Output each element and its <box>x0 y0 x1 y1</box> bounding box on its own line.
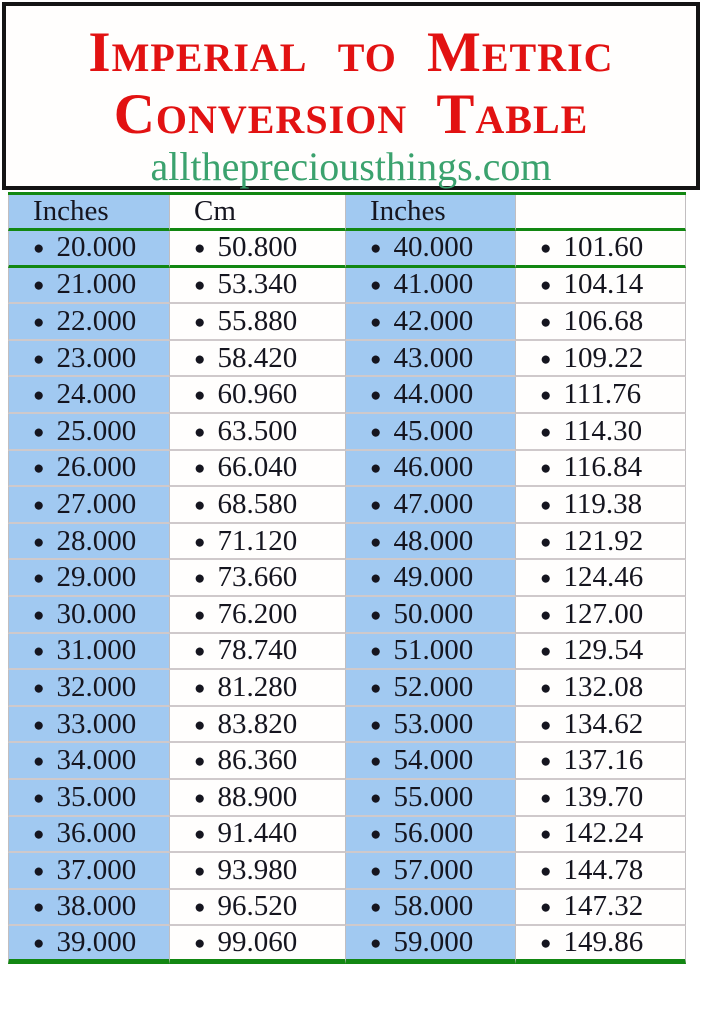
cell-value: 24.000 <box>56 378 137 411</box>
cell-value: 73.660 <box>217 561 298 594</box>
bullet-icon: ● <box>33 275 45 297</box>
cell-value: 59.000 <box>393 926 474 959</box>
cell-value: 114.30 <box>563 414 643 447</box>
cell-value: 88.900 <box>217 780 298 813</box>
cell-value: 52.000 <box>393 670 474 703</box>
cell-inches-left <box>8 707 170 744</box>
cell-value: 53.000 <box>393 707 474 740</box>
page-title-line-1: Imperial to Metric <box>88 21 614 84</box>
bullet-icon: ● <box>540 714 552 736</box>
cell-value: 28.000 <box>56 524 137 557</box>
bullet-icon: ● <box>194 714 206 736</box>
cell-inches-right <box>346 817 516 854</box>
cell-value: 127.00 <box>563 597 644 630</box>
conversion-table <box>8 192 686 964</box>
bullet-icon: ● <box>33 677 45 699</box>
cell-value: 23.000 <box>56 341 137 374</box>
table-row <box>8 414 686 451</box>
cell-value: 76.200 <box>217 597 298 630</box>
bullet-icon: ● <box>33 751 45 773</box>
cell-value: 32.000 <box>56 670 137 703</box>
cell-cm-left <box>170 780 346 817</box>
cell-value: 57.000 <box>393 853 474 886</box>
bullet-icon: ● <box>540 311 552 333</box>
table-row <box>8 780 686 817</box>
cell-cm-left <box>170 743 346 780</box>
cell-value: 111.76 <box>563 378 642 411</box>
bullet-icon: ● <box>370 860 382 882</box>
cell-inches-left <box>8 524 170 561</box>
cell-inches-right <box>346 341 516 378</box>
bullet-icon: ● <box>370 751 382 773</box>
bullet-icon: ● <box>33 238 45 260</box>
cell-value: 31.000 <box>56 634 137 667</box>
table-row <box>8 597 686 634</box>
cell-value: 63.500 <box>217 414 298 447</box>
table-row <box>8 304 686 341</box>
cell-value: 147.32 <box>563 890 644 923</box>
cell-inches-right <box>346 707 516 744</box>
cell-cm-left <box>170 524 346 561</box>
cell-cm-right <box>516 268 686 305</box>
cell-cm-left <box>170 231 346 268</box>
bullet-icon: ● <box>33 897 45 919</box>
cell-value: 142.24 <box>563 817 644 850</box>
cell-value: 53.340 <box>217 268 298 301</box>
bullet-icon: ● <box>540 751 552 773</box>
cell-inches-left <box>8 597 170 634</box>
bullet-icon: ● <box>370 604 382 626</box>
cell-value: 42.000 <box>393 304 474 337</box>
table-row <box>8 341 686 378</box>
bullet-icon: ● <box>33 641 45 663</box>
cell-cm-right <box>516 780 686 817</box>
cell-value: 25.000 <box>56 414 137 447</box>
cell-value: 35.000 <box>56 780 137 813</box>
cell-inches-right <box>346 560 516 597</box>
table-row <box>8 268 686 305</box>
cell-inches-left <box>8 560 170 597</box>
bullet-icon: ● <box>370 275 382 297</box>
cell-inches-right <box>346 853 516 890</box>
bullet-icon: ● <box>33 385 45 407</box>
cell-inches-left <box>8 817 170 854</box>
cell-value: 132.08 <box>563 670 644 703</box>
cell-inches-right <box>346 926 516 964</box>
cell-value: 21.000 <box>56 268 137 301</box>
table-body <box>8 231 686 964</box>
cell-value: 27.000 <box>56 487 137 520</box>
table-row <box>8 451 686 488</box>
cell-value: 66.040 <box>217 451 298 484</box>
cell-value: 99.060 <box>217 926 298 959</box>
cell-inches-right <box>346 377 516 414</box>
cell-cm-left <box>170 487 346 524</box>
bullet-icon: ● <box>370 385 382 407</box>
cell-value: 81.280 <box>217 670 298 703</box>
cell-value: 22.000 <box>56 304 137 337</box>
bullet-icon: ● <box>33 311 45 333</box>
cell-value: 39.000 <box>56 926 137 959</box>
bullet-icon: ● <box>370 568 382 590</box>
table-row <box>8 707 686 744</box>
cell-cm-right <box>516 487 686 524</box>
cell-inches-left <box>8 451 170 488</box>
bullet-icon: ● <box>33 604 45 626</box>
cell-value: 45.000 <box>393 414 474 447</box>
cell-value: 29.000 <box>56 561 137 594</box>
bullet-icon: ● <box>194 311 206 333</box>
cell-value: 144.78 <box>563 853 644 886</box>
cell-inches-left <box>8 780 170 817</box>
bullet-icon: ● <box>194 677 206 699</box>
cell-cm-right <box>516 304 686 341</box>
cell-cm-left <box>170 926 346 964</box>
bullet-icon: ● <box>194 421 206 443</box>
cell-cm-right <box>516 634 686 671</box>
cell-inches-left <box>8 304 170 341</box>
cell-value: 134.62 <box>563 707 644 740</box>
cell-value: 137.16 <box>563 744 644 777</box>
cell-value: 58.420 <box>217 341 298 374</box>
table-row <box>8 231 686 268</box>
cell-value: 44.000 <box>393 378 474 411</box>
cell-value: 40.000 <box>393 231 474 264</box>
cell-value: 33.000 <box>56 707 137 740</box>
cell-inches-left <box>8 487 170 524</box>
bullet-icon: ● <box>540 677 552 699</box>
bullet-icon: ● <box>33 714 45 736</box>
cell-cm-left <box>170 817 346 854</box>
column-header-cm-left: Cm <box>170 195 346 231</box>
cell-inches-left <box>8 890 170 927</box>
bullet-icon: ● <box>370 824 382 846</box>
cell-inches-right <box>346 890 516 927</box>
cell-inches-right <box>346 304 516 341</box>
bullet-icon: ● <box>540 494 552 516</box>
cell-cm-right <box>516 853 686 890</box>
bullet-icon: ● <box>33 860 45 882</box>
cell-value: 47.000 <box>393 487 474 520</box>
cell-inches-right <box>346 597 516 634</box>
cell-value: 68.580 <box>217 487 298 520</box>
table-row <box>8 670 686 707</box>
cell-cm-left <box>170 634 346 671</box>
table-row <box>8 817 686 854</box>
cell-value: 48.000 <box>393 524 474 557</box>
bullet-icon: ● <box>33 933 45 955</box>
cell-cm-right <box>516 377 686 414</box>
bullet-icon: ● <box>370 677 382 699</box>
cell-value: 78.740 <box>217 634 298 667</box>
cell-inches-left <box>8 634 170 671</box>
bullet-icon: ● <box>540 568 552 590</box>
cell-inches-left <box>8 670 170 707</box>
bullet-icon: ● <box>194 458 206 480</box>
table-row <box>8 560 686 597</box>
bullet-icon: ● <box>370 714 382 736</box>
bullet-icon: ● <box>33 421 45 443</box>
cell-value: 54.000 <box>393 744 474 777</box>
cell-value: 34.000 <box>56 744 137 777</box>
bullet-icon: ● <box>33 568 45 590</box>
cell-value: 37.000 <box>56 853 137 886</box>
table-header <box>8 195 686 231</box>
bullet-icon: ● <box>194 275 206 297</box>
table-row <box>8 377 686 414</box>
cell-value: 124.46 <box>563 561 644 594</box>
cell-value: 121.92 <box>563 524 644 557</box>
cell-cm-right <box>516 890 686 927</box>
cell-cm-right <box>516 524 686 561</box>
bullet-icon: ● <box>33 458 45 480</box>
table-row <box>8 634 686 671</box>
cell-value: 50.000 <box>393 597 474 630</box>
cell-value: 50.800 <box>217 231 298 264</box>
cell-cm-left <box>170 414 346 451</box>
cell-cm-right <box>516 451 686 488</box>
cell-cm-right <box>516 560 686 597</box>
bullet-icon: ● <box>194 751 206 773</box>
cell-value: 38.000 <box>56 890 137 923</box>
cell-cm-left <box>170 707 346 744</box>
cell-inches-left <box>8 414 170 451</box>
cell-value: 83.820 <box>217 707 298 740</box>
cell-inches-left <box>8 743 170 780</box>
cell-value: 55.000 <box>393 780 474 813</box>
bullet-icon: ● <box>540 348 552 370</box>
bullet-icon: ● <box>194 897 206 919</box>
bullet-icon: ● <box>370 933 382 955</box>
bullet-icon: ● <box>540 641 552 663</box>
bullet-icon: ● <box>194 604 206 626</box>
cell-cm-left <box>170 304 346 341</box>
cell-value: 101.60 <box>563 231 644 264</box>
bullet-icon: ● <box>194 787 206 809</box>
bullet-icon: ● <box>194 385 206 407</box>
cell-value: 86.360 <box>217 744 298 777</box>
bullet-icon: ● <box>370 458 382 480</box>
bullet-icon: ● <box>540 933 552 955</box>
table-row <box>8 524 686 561</box>
bullet-icon: ● <box>540 787 552 809</box>
cell-value: 106.68 <box>563 304 644 337</box>
bullet-icon: ● <box>33 494 45 516</box>
cell-value: 116.84 <box>563 451 643 484</box>
cell-value: 119.38 <box>563 487 643 520</box>
bullet-icon: ● <box>540 824 552 846</box>
cell-inches-right <box>346 451 516 488</box>
cell-cm-right <box>516 231 686 268</box>
bullet-icon: ● <box>370 641 382 663</box>
bullet-icon: ● <box>370 787 382 809</box>
cell-value: 20.000 <box>56 231 137 264</box>
bullet-icon: ● <box>370 494 382 516</box>
cell-cm-right <box>516 817 686 854</box>
cell-inches-right <box>346 268 516 305</box>
bullet-icon: ● <box>194 933 206 955</box>
cell-inches-right <box>346 487 516 524</box>
column-header-inches-right: Inches <box>346 195 516 231</box>
bullet-icon: ● <box>194 348 206 370</box>
cell-value: 49.000 <box>393 561 474 594</box>
bullet-icon: ● <box>194 860 206 882</box>
cell-value: 51.000 <box>393 634 474 667</box>
cell-value: 129.54 <box>563 634 644 667</box>
cell-cm-left <box>170 377 346 414</box>
cell-cm-right <box>516 341 686 378</box>
cell-inches-right <box>346 780 516 817</box>
cell-inches-left <box>8 377 170 414</box>
cell-value: 139.70 <box>563 780 644 813</box>
cell-cm-right <box>516 670 686 707</box>
cell-cm-left <box>170 268 346 305</box>
table-row <box>8 890 686 927</box>
bullet-icon: ● <box>370 311 382 333</box>
bullet-icon: ● <box>370 531 382 553</box>
cell-cm-right <box>516 707 686 744</box>
bullet-icon: ● <box>540 860 552 882</box>
cell-value: 60.960 <box>217 378 298 411</box>
cell-cm-left <box>170 451 346 488</box>
table-row <box>8 743 686 780</box>
cell-value: 41.000 <box>393 268 474 301</box>
bullet-icon: ● <box>194 824 206 846</box>
bullet-icon: ● <box>540 897 552 919</box>
cell-value: 91.440 <box>217 817 298 850</box>
cell-cm-left <box>170 890 346 927</box>
page-title-line-2: Conversion Table <box>113 83 589 146</box>
cell-inches-left <box>8 853 170 890</box>
bullet-icon: ● <box>194 531 206 553</box>
bullet-icon: ● <box>370 421 382 443</box>
cell-cm-right <box>516 414 686 451</box>
bullet-icon: ● <box>33 824 45 846</box>
bullet-icon: ● <box>33 531 45 553</box>
cell-value: 36.000 <box>56 817 137 850</box>
cell-value: 149.86 <box>563 926 644 959</box>
bullet-icon: ● <box>194 641 206 663</box>
cell-value: 109.22 <box>563 341 644 374</box>
column-header-cm-right <box>516 195 686 231</box>
title-box <box>2 2 700 190</box>
cell-cm-left <box>170 853 346 890</box>
cell-cm-right <box>516 926 686 964</box>
bullet-icon: ● <box>370 897 382 919</box>
cell-cm-right <box>516 743 686 780</box>
cell-value: 96.520 <box>217 890 298 923</box>
cell-inches-right <box>346 524 516 561</box>
table-row <box>8 926 686 964</box>
bullet-icon: ● <box>540 531 552 553</box>
table-header-row <box>8 195 686 231</box>
cell-value: 46.000 <box>393 451 474 484</box>
bullet-icon: ● <box>540 238 552 260</box>
website-url: allthepreciousthings.com <box>150 144 552 189</box>
bullet-icon: ● <box>194 568 206 590</box>
cell-value: 58.000 <box>393 890 474 923</box>
bullet-icon: ● <box>540 604 552 626</box>
bullet-icon: ● <box>33 787 45 809</box>
bullet-icon: ● <box>194 494 206 516</box>
cell-value: 56.000 <box>393 817 474 850</box>
cell-inches-right <box>346 670 516 707</box>
cell-cm-left <box>170 341 346 378</box>
bullet-icon: ● <box>540 275 552 297</box>
bullet-icon: ● <box>540 458 552 480</box>
cell-inches-left <box>8 268 170 305</box>
table-row <box>8 487 686 524</box>
cell-inches-right <box>346 743 516 780</box>
cell-value: 104.14 <box>563 268 644 301</box>
column-header-inches-left: Inches <box>8 195 170 231</box>
cell-value: 93.980 <box>217 853 298 886</box>
cell-inches-left <box>8 341 170 378</box>
cell-value: 43.000 <box>393 341 474 374</box>
cell-value: 71.120 <box>217 524 298 557</box>
cell-inches-left <box>8 926 170 964</box>
cell-cm-right <box>516 597 686 634</box>
bullet-icon: ● <box>370 238 382 260</box>
cell-value: 26.000 <box>56 451 137 484</box>
cell-cm-left <box>170 597 346 634</box>
bullet-icon: ● <box>33 348 45 370</box>
cell-inches-left <box>8 231 170 268</box>
bullet-icon: ● <box>540 385 552 407</box>
bullet-icon: ● <box>540 421 552 443</box>
cell-cm-left <box>170 560 346 597</box>
cell-inches-right <box>346 634 516 671</box>
cell-cm-left <box>170 670 346 707</box>
cell-inches-right <box>346 231 516 268</box>
cell-value: 30.000 <box>56 597 137 630</box>
cell-inches-right <box>346 414 516 451</box>
bullet-icon: ● <box>194 238 206 260</box>
cell-value: 55.880 <box>217 304 298 337</box>
table-row <box>8 853 686 890</box>
bullet-icon: ● <box>370 348 382 370</box>
